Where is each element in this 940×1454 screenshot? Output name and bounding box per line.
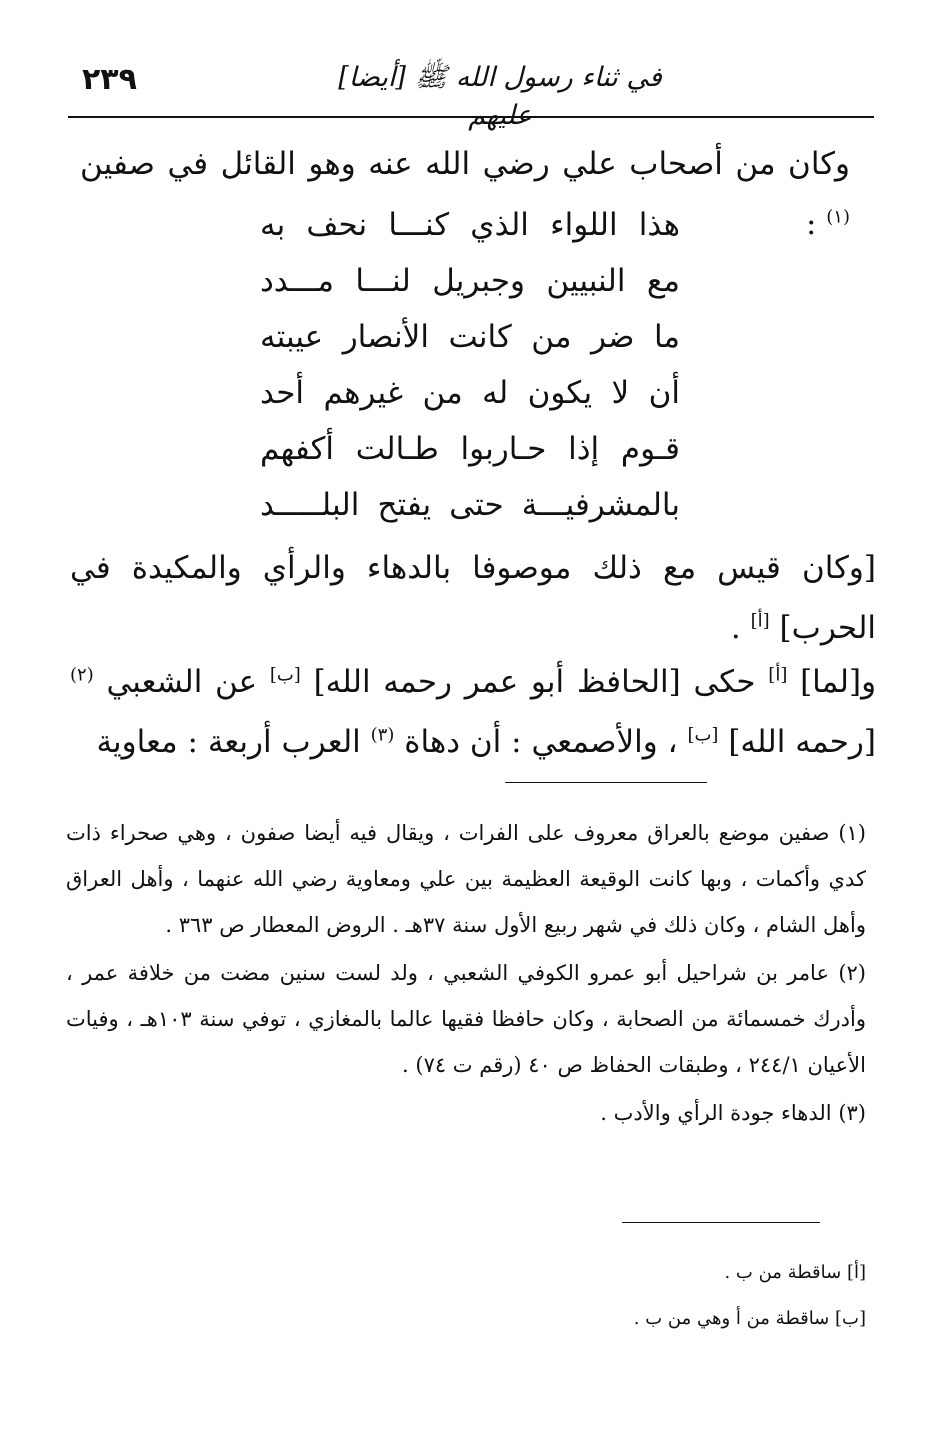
- footnote-text: الدهاء جودة الرأي والأدب .: [600, 1101, 832, 1125]
- apparatus-note: [366, 1250, 866, 1296]
- footnotes: [66, 810, 866, 1138]
- footnote-number: (١): [838, 821, 866, 845]
- page-header: [68, 38, 874, 131]
- qays-text: [وكان قيس مع ذلك موصوفا بالدهاء والرأي والمكيدة في الحرب]: [70, 550, 876, 646]
- qays-end: .: [730, 610, 741, 646]
- apparatus-note: [366, 1296, 866, 1342]
- dahaa-part: و[لما]: [800, 664, 877, 700]
- footnote-text: صفين موضع بالعراق معروف على الفرات ، ويقال فيه أيضا صفون ، وهي صحراء ذات كدي وأكمات ، وبها كانت الوقيعة العظيمة بين علي ومعاوية رضي الله عنهما ، وأهل العراق وأهل الشام ، وكان ذلك في شهر ربيع الأول سنة ٣٧هـ . الروض المعطار ص ٣٦٣ .: [66, 821, 866, 937]
- dahaa-part: عن الشعبي: [106, 664, 258, 700]
- header-rule: [68, 116, 874, 118]
- apparatus-mark-a: [أ]: [768, 664, 788, 686]
- critical-apparatus: [366, 1250, 866, 1342]
- intro-colon: :: [805, 206, 817, 242]
- apparatus-mark-a: [أ]: [750, 610, 770, 632]
- dahaa-part: حكى [الحافظ أبو عمر رحمه الله]: [313, 664, 756, 700]
- footnote-ref-1: (١): [826, 206, 850, 228]
- footnote-number: (٣): [838, 1101, 866, 1125]
- footnote-2: [66, 950, 866, 1088]
- apparatus-mark-b: [ب]: [269, 664, 301, 686]
- poem: [260, 197, 680, 533]
- footnote-number: (٢): [838, 961, 866, 985]
- apparatus-mark: [أ]: [846, 1262, 866, 1283]
- dahaa-part: العرب أربعة : معاوية: [96, 724, 361, 760]
- apparatus-text: ساقطة من أ وهي من ب .: [633, 1308, 830, 1329]
- apparatus-mark-b: [ب]: [687, 724, 719, 746]
- dahaa-part: ، والأصمعي : أن دهاة: [404, 724, 678, 760]
- footnote-3: [66, 1090, 866, 1136]
- dahaa-part: [رحمه الله]: [728, 724, 876, 760]
- intro-text: وكان من أصحاب علي رضي الله عنه وهو القائل في صفين: [80, 146, 850, 182]
- apparatus-mark: [ب]: [835, 1308, 866, 1329]
- footnote-separator: [505, 782, 707, 783]
- poem-line: ما ضر من كانت الأنصار عيبته: [260, 319, 680, 355]
- qays-paragraph: [70, 538, 876, 658]
- poem-line: بالمشرفيـــة حتى يفتح البلـــــد: [260, 487, 680, 523]
- footnote-ref-3: (٣): [370, 724, 395, 746]
- poem-line: مع النبيين وجبريل لنـــا مـــدد: [260, 263, 680, 299]
- poem-line: قـوم إذا حـاربوا طـالت أكفهم: [260, 431, 680, 467]
- footnote-1: [66, 810, 866, 948]
- dahaa-paragraph: [70, 652, 876, 772]
- page-number: ٢٣٩: [82, 62, 137, 97]
- footnote-text: عامر بن شراحيل أبو عمرو الكوفي الشعبي ، ولد لست سنين مضت من خلافة عمر ، وأدرك خمسمائة من الصحابة ، وكان حافظا فقيها عالما بالمغازي ، توفي سنة ١٠٣هـ ، وفيات الأعيان ٢٤٤/١ ، وطبقات الحفاظ ص ٤٠ (رقم ت ٧٤) .: [66, 961, 866, 1077]
- running-title: في ثناء رسول الله ﷺ [أيضا] عليهم: [338, 62, 662, 131]
- footnote-ref-2: (٢): [70, 664, 94, 686]
- poem-line: هذا اللواء الذي كنـــا نحف به: [260, 207, 680, 243]
- poem-line: أن لا يكون له من غيرهم أحد: [260, 375, 680, 411]
- apparatus-text: ساقطة من ب .: [724, 1262, 842, 1283]
- apparatus-separator: [622, 1222, 820, 1223]
